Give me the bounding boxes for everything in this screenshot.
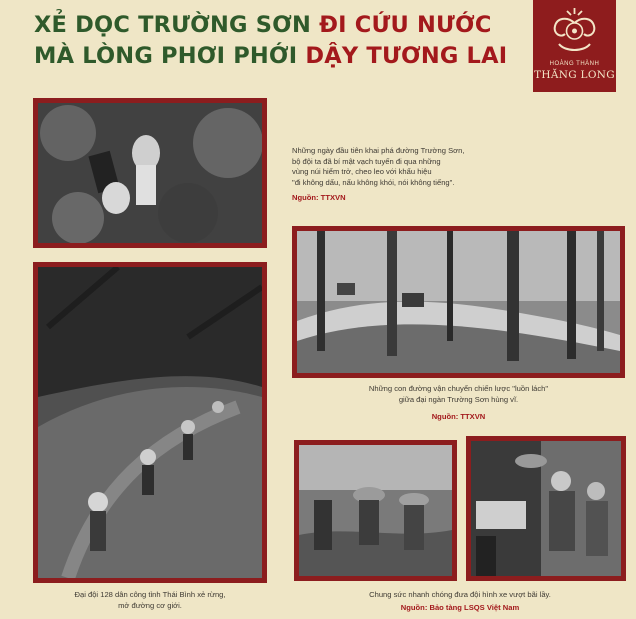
thang-long-logo — [533, 0, 616, 92]
photo-frame-truck-push — [466, 436, 626, 581]
caption-trucks: Chung sức nhanh chóng đưa đội hình xe vượt bãi lầy. Nguồn: Bảo tàng LSQS Việt Nam — [294, 590, 626, 613]
source-intro: Nguồn: TTXVN — [292, 193, 346, 202]
source-roads: Nguồn: TTXVN — [431, 412, 486, 421]
photo-frame-jungle-crossing — [33, 98, 267, 248]
caption-intro: Những ngày đầu tiên khai phá đường Trường Sơn, bộ đội ta đã bí mật vạch tuyến đi qua những vùng núi hiểm trở, cheo leo với khẩu hiệu "đi không dấu, nấu không khói, nói không tiếng". Nguồn: TTXVN — [292, 146, 532, 204]
photo-frame-soldiers-mud — [294, 440, 457, 581]
photo-road-workers — [38, 267, 262, 578]
logo-text-top: HOÀNG THÀNH — [549, 61, 600, 67]
photo-frame-road-workers — [33, 262, 267, 583]
photo-scene — [299, 445, 452, 576]
title-line-1: XẺ DỌC TRƯỜNG SƠN ĐI CỨU NƯỚC — [34, 12, 492, 38]
title-line-2: MÀ LÒNG PHƠI PHỚI DẬY TƯƠNG LAI — [34, 43, 508, 69]
photo-soldiers-mud — [299, 445, 452, 576]
photo-forest-road — [297, 231, 620, 373]
logo-text-bottom: THĂNG LONG — [534, 69, 615, 81]
poster-title — [34, 10, 534, 72]
photo-truck-push — [471, 441, 621, 576]
photo-jungle-crossing — [38, 103, 262, 243]
caption-company: Đại đội 128 dân công tỉnh Thái Bình xẻ rừng, mở đường cơ giới. — [74, 590, 226, 610]
photo-scene — [38, 267, 262, 578]
dragon-emblem-icon — [545, 6, 604, 60]
photo-scene — [38, 103, 262, 243]
photo-scene — [297, 231, 620, 373]
photo-scene — [471, 441, 621, 576]
photo-frame-forest-road — [292, 226, 625, 378]
source-trucks: Nguồn: Bảo tàng LSQS Việt Nam — [400, 602, 520, 612]
caption-roads: Những con đường vận chuyển chiến lược "luồn lách" giữa đại ngàn Trường Sơn hùng vĩ. Nguồn: TTXVN — [292, 384, 625, 423]
